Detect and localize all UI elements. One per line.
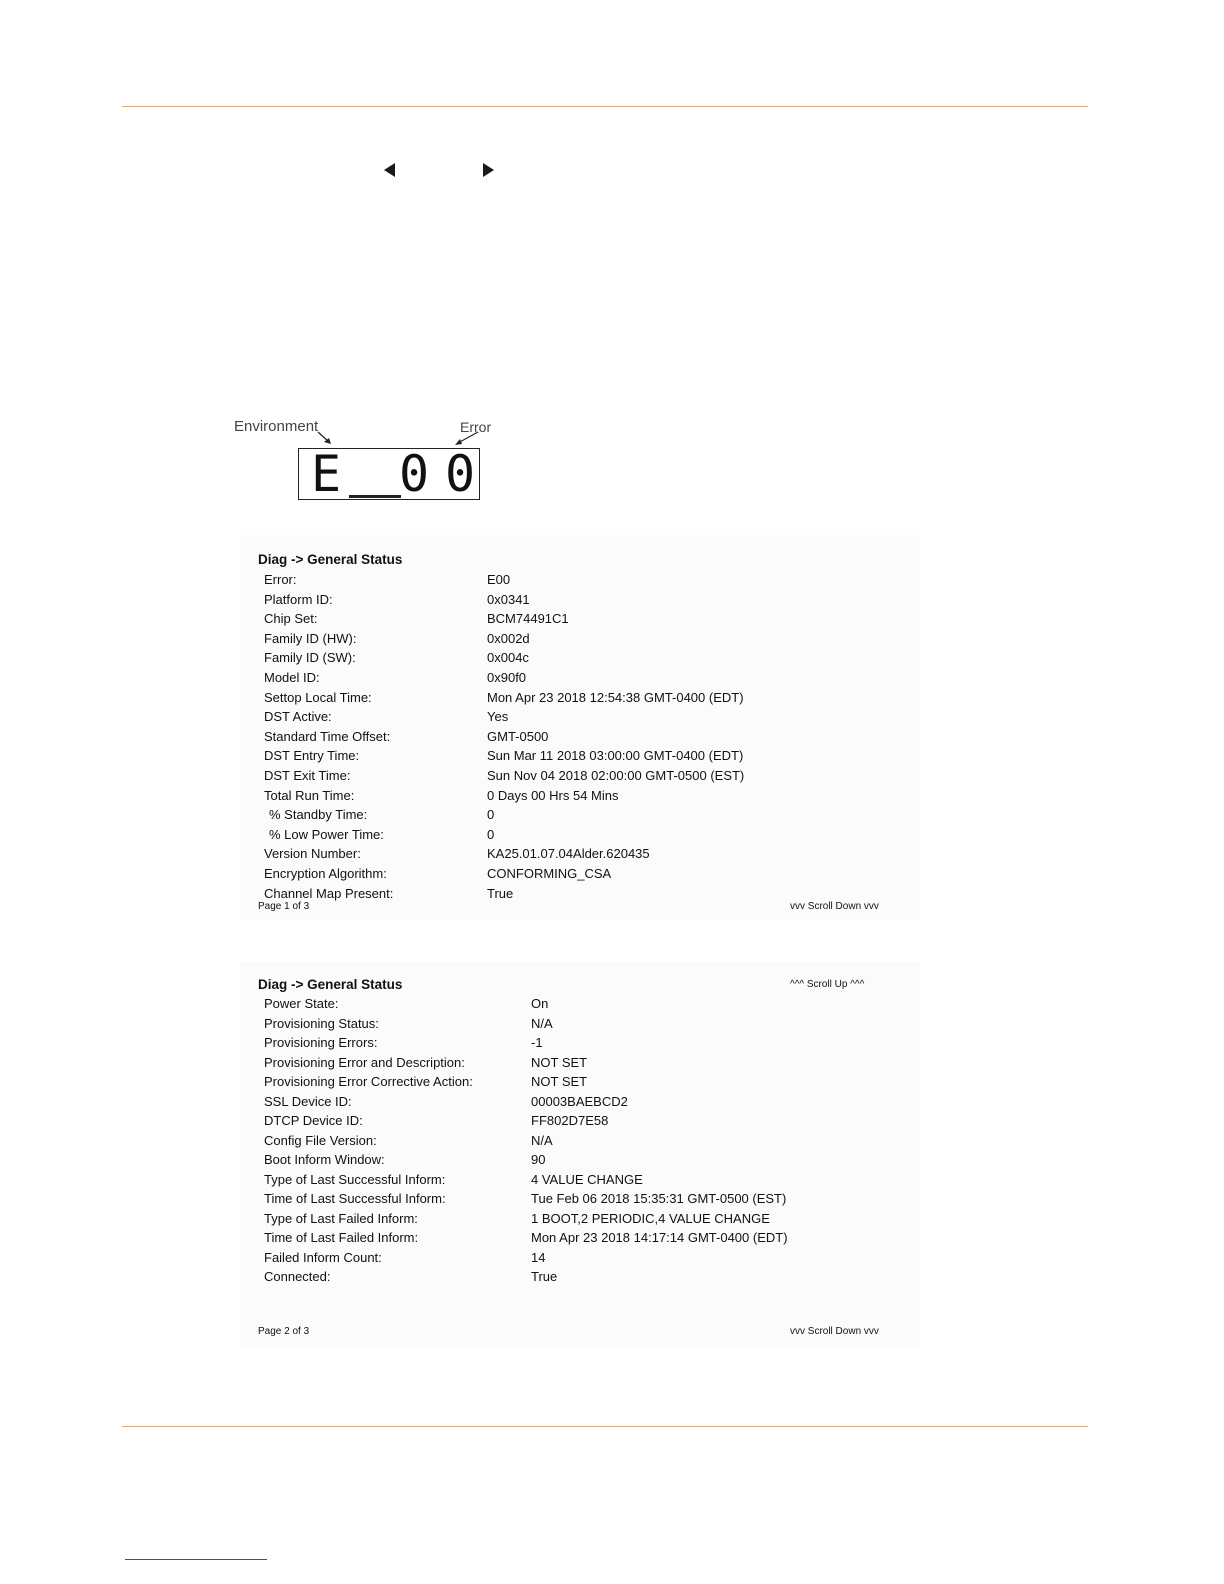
- status-value: Yes: [487, 709, 509, 725]
- status-label: Failed Inform Count:: [264, 1249, 382, 1265]
- status-label: Provisioning Status:: [264, 1015, 379, 1031]
- status-value: NOT SET: [531, 1074, 588, 1089]
- lcd-separator: [349, 495, 401, 498]
- status-value: BCM74491C1: [487, 611, 569, 627]
- status-value: 1 BOOT,2 PERIODIC,4 VALUE CHANGE: [531, 1210, 770, 1226]
- general-status-page-2: [240, 962, 920, 1348]
- status-label: Connected:: [264, 1269, 331, 1284]
- status-label: Type of Last Failed Inform:: [264, 1210, 418, 1226]
- status-value: N/A: [531, 1015, 553, 1031]
- status-label: DST Exit Time:: [264, 768, 351, 783]
- status-value: Mon Apr 23 2018 12:54:38 GMT-0400 (EDT): [487, 689, 744, 705]
- status-label: DST Active:: [264, 709, 332, 725]
- status-value: Mon Apr 23 2018 14:17:14 GMT-0400 (EDT): [531, 1230, 788, 1245]
- status-label: Type of Last Successful Inform:: [264, 1171, 446, 1187]
- status-label: Chip Set:: [264, 611, 318, 627]
- lcd-digit: E: [311, 445, 342, 503]
- status-label: Error:: [264, 572, 297, 587]
- status-label: Time of Last Successful Inform:: [264, 1191, 446, 1206]
- status-value: 0x004c: [487, 650, 529, 666]
- status-label: Config File Version:: [264, 1132, 377, 1148]
- scroll-down-hint: vvv Scroll Down vvv: [790, 901, 879, 912]
- status-label: Version Number:: [264, 846, 361, 862]
- status-value: NOT SET: [531, 1054, 588, 1070]
- error-label: Error: [460, 419, 492, 435]
- status-value: 0: [487, 826, 495, 842]
- scroll-down-hint: vvv Scroll Down vvv: [790, 1326, 879, 1337]
- right-arrow-icon: [483, 163, 494, 177]
- status-value: E00: [487, 572, 511, 587]
- status-value: 0: [487, 807, 495, 823]
- status-value: Tue Feb 06 2018 15:35:31 GMT-0500 (EST): [531, 1191, 787, 1206]
- lcd-digit: 0: [399, 445, 430, 503]
- left-arrow-icon: [384, 163, 395, 177]
- status-value: CONFORMING_CSA: [487, 866, 612, 881]
- status-label: Time of Last Failed Inform:: [264, 1230, 419, 1245]
- status-value: 0x0341: [487, 591, 530, 607]
- status-value: 0 Days 00 Hrs 54 Mins: [487, 787, 619, 803]
- status-value: N/A: [531, 1132, 553, 1148]
- status-label: Provisioning Error Corrective Action:: [264, 1074, 473, 1089]
- page-indicator: Page 1 of 3: [258, 901, 310, 912]
- status-label: Provisioning Errors:: [264, 1035, 378, 1050]
- status-value: 90: [531, 1152, 546, 1167]
- status-label: % Standby Time:: [269, 807, 368, 823]
- status-value: On: [531, 996, 549, 1011]
- status-label: Boot Inform Window:: [264, 1152, 385, 1167]
- status-value: Sun Mar 11 2018 03:00:00 GMT-0400 (EDT): [487, 748, 744, 764]
- status-value: GMT-0500: [487, 728, 549, 744]
- status-label: Settop Local Time:: [264, 689, 372, 705]
- status-value: -1: [531, 1035, 543, 1050]
- footer-link-underline: [125, 1559, 267, 1560]
- status-label: % Low Power Time:: [269, 826, 384, 842]
- lcd-diagram: [230, 412, 510, 512]
- status-value: Sun Nov 04 2018 02:00:00 GMT-0500 (EST): [487, 768, 745, 783]
- lcd-display: [298, 445, 480, 503]
- status-value: 0x002d: [487, 630, 530, 646]
- status-label: Encryption Algorithm:: [264, 866, 387, 881]
- status-value: True: [531, 1269, 558, 1284]
- status-label: DTCP Device ID:: [264, 1113, 363, 1128]
- status-label: Platform ID:: [264, 591, 333, 607]
- status-label: Family ID (HW):: [264, 630, 357, 646]
- status-label: Standard Time Offset:: [264, 728, 391, 744]
- status-label: Model ID:: [264, 670, 320, 685]
- status-value: 0x90f0: [487, 670, 527, 685]
- scroll-up-hint: ^^^ Scroll Up ^^^: [790, 979, 865, 990]
- status-label: Channel Map Present:: [264, 885, 394, 901]
- status-value: FF802D7E58: [531, 1113, 609, 1128]
- status-value: 00003BAEBCD2: [531, 1093, 628, 1109]
- page-indicator: Page 2 of 3: [258, 1326, 310, 1337]
- status-value: KA25.01.07.04Alder.620435: [487, 846, 650, 862]
- status-value: 4 VALUE CHANGE: [531, 1171, 643, 1187]
- status-label: Total Run Time:: [264, 787, 355, 803]
- footer-rule: [122, 1426, 1088, 1427]
- status-label: Family ID (SW):: [264, 650, 356, 666]
- status-label: DST Entry Time:: [264, 748, 360, 764]
- status-label: SSL Device ID:: [264, 1093, 352, 1109]
- status-label: Power State:: [264, 996, 339, 1011]
- panel-title: Diag -> General Status: [258, 552, 403, 567]
- general-status-page-1: [240, 535, 920, 920]
- status-label: Provisioning Error and Description:: [264, 1054, 465, 1070]
- status-value: 14: [531, 1249, 546, 1265]
- panel-title: Diag -> General Status: [258, 977, 403, 992]
- lcd-digit: 0: [445, 445, 476, 503]
- header-rule: [122, 106, 1088, 107]
- status-value: True: [487, 885, 514, 901]
- environment-label: Environment: [234, 418, 319, 435]
